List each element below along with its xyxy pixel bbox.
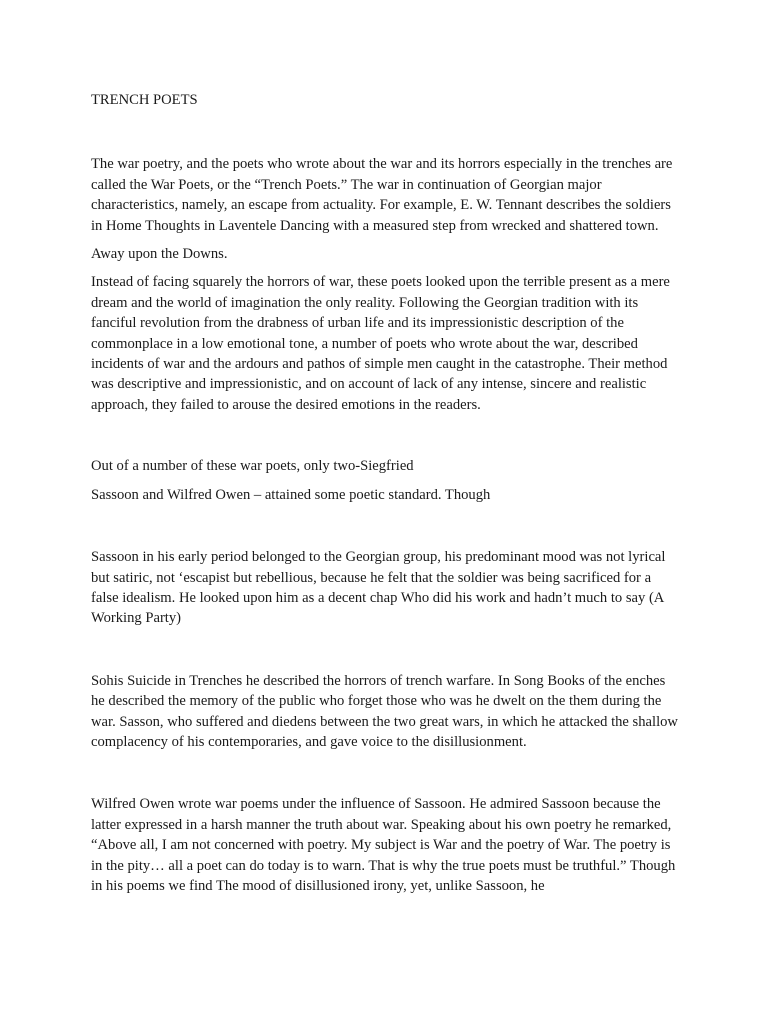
paragraph-sassoon-early: Sassoon in his early period belonged to the Georgian group, his predominant mood was not lyrical but satiric, not ‘escapist but rebellious, because he felt that the soldier was being sacrificed for a false idealism. He looked upon him as a decent chap Who did his work and hadn’t much to say (A Working Party) — [91, 549, 666, 627]
paragraph-away-upon-downs: Away upon the Downs. — [91, 246, 228, 263]
paragraph-wilfred-owen: Wilfred Owen wrote war poems under the influence of Sassoon. He admired Sassoon because the latter expressed in a harsh manner the truth about war. Speaking about his own poetry he remarked, “Above all, I am not concerned with poetry. My subject is War and the poetry of War. The poetry is in the pity… all a poet can do today is to warn. That is why the true poets must be truthful.” Though in his poems we find The mood of disillusioned irony, yet, unlike Sassoon, he — [91, 796, 676, 894]
document-body — [91, 90, 681, 896]
paragraph-georgian-tradition: Instead of facing squarely the horrors of war, these poets looked upon the terrible present as a mere dream and the world of imagination the only reality. Following the Georgian tradition with its fanciful revolution from the drabness of urban life and its impressionistic description of the commonplace in a low emotional tone, a number of poets who wrote about the war, described incidents of war and the ardours and pathos of simple men caught in the catastrophe. Their method was descriptive and impressionistic, and on account of lack of any intense, sincere and realistic approach, they failed to arouse the desired emotions in the readers. — [91, 274, 670, 413]
paragraph-two-poets-line-1: Out of a number of these war poets, only two-Siegfried — [91, 458, 414, 475]
paragraph-two-poets-line-2: Sassoon and Wilfred Owen – attained some poetic standard. Though — [91, 486, 491, 503]
paragraph-war-poets-intro: The war poetry, and the poets who wrote about the war and its horrors especially in the trenches are called the War Poets, or the “Trench Poets.” The war in continuation of Georgian major characteristics, namely, an escape from actuality. For example, E. W. Tennant describes the soldiers in Home Thoughts in Laventele Dancing with a measured step from wrecked and shattered town. — [91, 156, 673, 234]
document-title: TRENCH POETS — [91, 92, 198, 108]
paragraph-suicide-in-trenches: Sohis Suicide in Trenches he described the horrors of trench warfare. In Song Books of the enches he described the memory of the public who forget those who was he dwelt on the them during the war. Sasson, who suffered and diedens between the two great wars, in which he attacked the shallow complacency of his contemporaries, and gave voice to the disillusionment. — [91, 672, 678, 750]
